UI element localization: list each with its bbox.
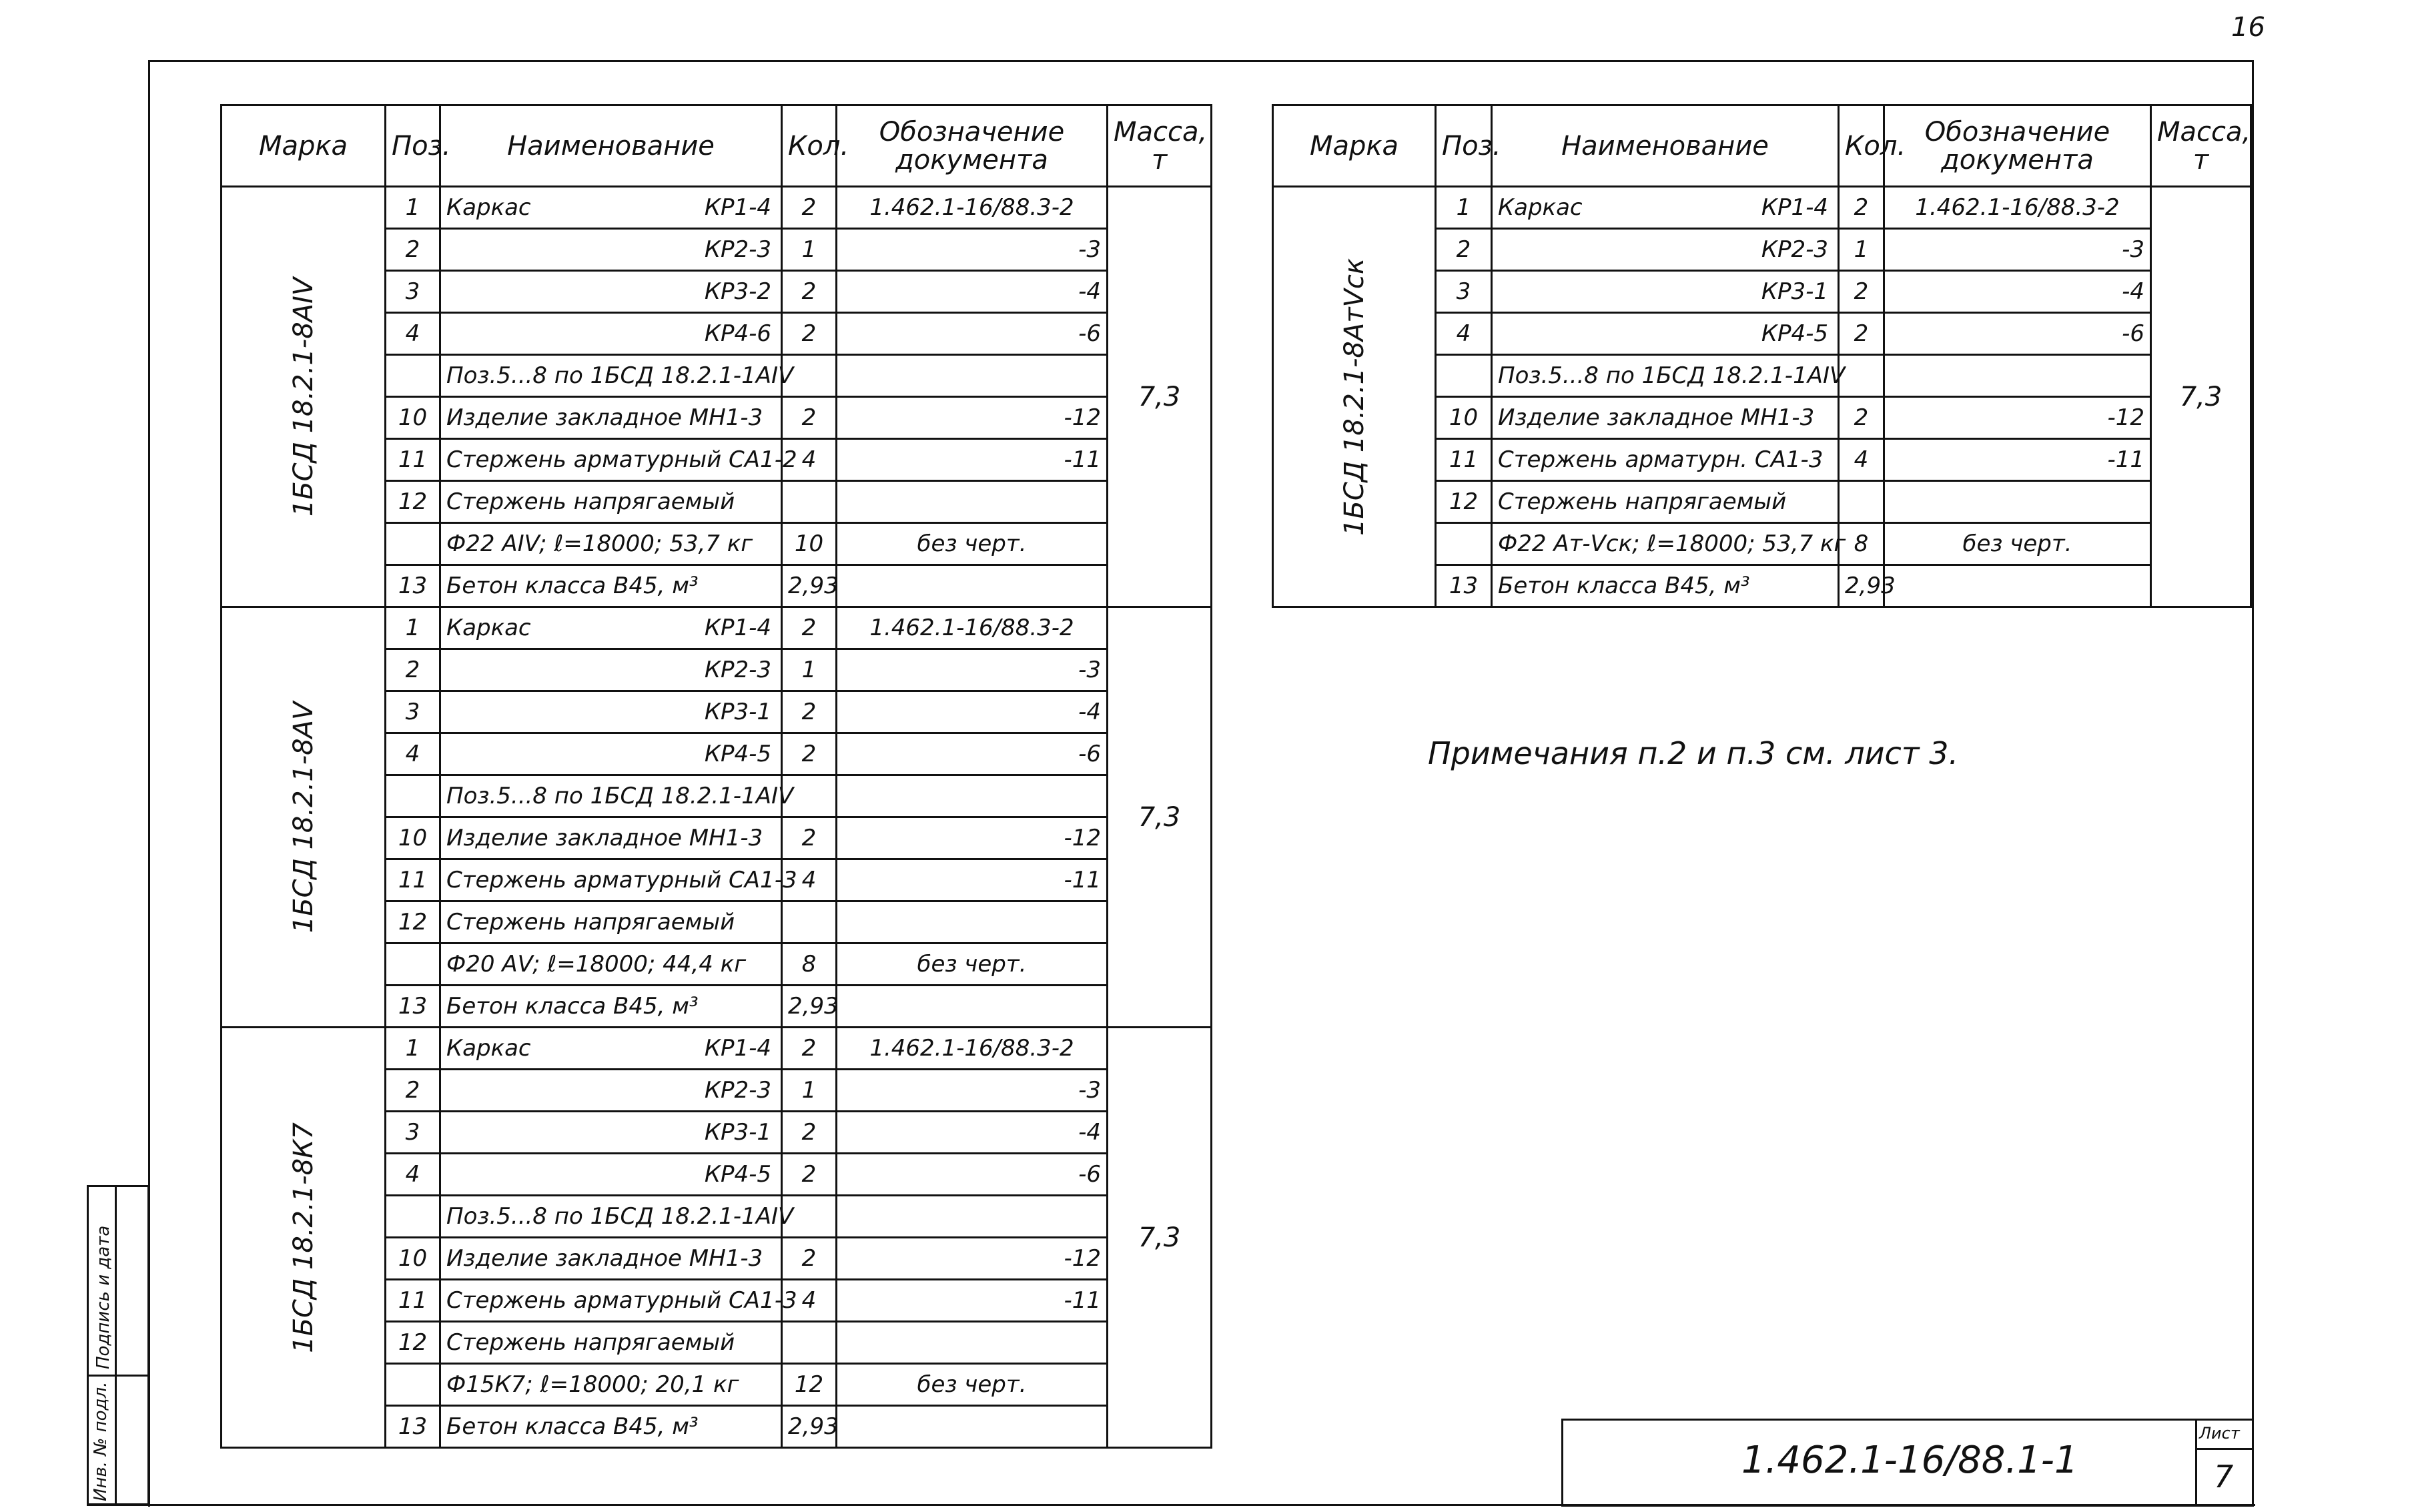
pos-cell: 12 <box>386 1322 440 1364</box>
qty-cell: 2 <box>782 607 837 649</box>
qty-cell: 2 <box>1839 397 1884 439</box>
name-cell <box>440 1070 782 1112</box>
qty-cell: 2 <box>1839 187 1884 229</box>
name-text: Стержень напрягаемый <box>446 488 735 515</box>
pos-cell <box>1436 523 1492 565</box>
document-code: 1.462.1-16/88.1-1 <box>1741 1439 2078 1482</box>
table-row <box>222 1028 1212 1070</box>
name-cell <box>440 187 782 229</box>
name-text: Изделие закладное МН1-3 <box>1498 404 1815 431</box>
pos-cell: 12 <box>386 901 440 943</box>
subname-text: КР1-4 <box>704 615 771 641</box>
qty-cell: 4 <box>1839 439 1884 481</box>
doc-cell: -4 <box>1884 271 2151 313</box>
doc-cell: -11 <box>837 859 1108 901</box>
qty-cell <box>1839 355 1884 397</box>
doc-cell: без черт. <box>837 943 1108 986</box>
name-text: Поз.5...8 по 1БСД 18.2.1-1АIV <box>446 1203 794 1230</box>
doc-cell: -4 <box>837 271 1108 313</box>
name-cell <box>1492 187 1839 229</box>
name-cell <box>440 229 782 271</box>
name-text: Ф22 Ат-Vск; ℓ=18000; 53,7 кг <box>1498 530 1846 557</box>
name-text: Стержень напрягаемый <box>446 1329 735 1356</box>
name-cell <box>440 733 782 775</box>
name-text: Каркас <box>446 194 531 221</box>
doc-cell <box>837 775 1108 817</box>
name-text: Ф15К7; ℓ=18000; 20,1 кг <box>446 1371 739 1398</box>
header-pos: Поз. <box>1436 105 1492 187</box>
pos-cell: 12 <box>1436 481 1492 523</box>
name-cell <box>440 859 797 901</box>
doc-cell: -4 <box>837 1112 1108 1154</box>
header-mass: Масса, т <box>1108 105 1212 187</box>
doc-cell: -4 <box>837 691 1108 733</box>
name-cell <box>440 1196 794 1238</box>
pos-cell: 4 <box>1436 313 1492 355</box>
mass-cell: 7,3 <box>1108 187 1212 607</box>
pos-cell: 3 <box>386 1112 440 1154</box>
subname-text: КР1-4 <box>1761 194 1828 221</box>
doc-cell: -12 <box>837 1238 1108 1280</box>
name-cell <box>440 397 782 439</box>
qty-cell: 2 <box>782 1028 837 1070</box>
mark-label: 1БСД 18.2.1-8АIV <box>288 277 319 516</box>
name-text: Бетон класса В45, м³ <box>446 1413 699 1440</box>
doc-cell: -12 <box>837 397 1108 439</box>
doc-cell: -11 <box>837 1280 1108 1322</box>
pos-cell: 1 <box>1436 187 1492 229</box>
pos-cell: 1 <box>386 187 440 229</box>
qty-cell: 2 <box>782 1238 837 1280</box>
name-text: Изделие закладное МН1-3 <box>446 1245 763 1272</box>
qty-cell: 1 <box>782 649 837 691</box>
subname-text: КР2-3 <box>704 1077 771 1104</box>
name-cell <box>440 986 782 1028</box>
right-specification-table <box>1272 104 2252 608</box>
doc-cell <box>837 986 1108 1028</box>
qty-cell: 2 <box>782 313 837 355</box>
doc-cell: -3 <box>1884 229 2151 271</box>
pos-cell: 13 <box>386 565 440 607</box>
header-name: Наименование <box>440 105 782 187</box>
name-cell <box>440 1322 782 1364</box>
pos-cell: 4 <box>386 1154 440 1196</box>
pos-cell: 11 <box>386 859 440 901</box>
doc-cell: -12 <box>1884 397 2151 439</box>
name-cell <box>440 1028 782 1070</box>
doc-cell <box>837 565 1108 607</box>
pos-cell: 3 <box>386 691 440 733</box>
doc-cell: без черт. <box>837 1364 1108 1406</box>
name-cell <box>1492 481 1839 523</box>
name-text: Стержень арматурный СА1-3 <box>446 1287 797 1314</box>
name-cell <box>440 943 782 986</box>
pos-cell: 1 <box>386 607 440 649</box>
pos-cell: 13 <box>386 986 440 1028</box>
sheet-value: 7 <box>2214 1459 2234 1495</box>
pos-cell <box>386 355 440 397</box>
qty-cell <box>782 481 837 523</box>
subname-text: КР2-3 <box>704 236 771 263</box>
pos-cell <box>386 1364 440 1406</box>
subname-text: КР3-1 <box>1761 278 1828 305</box>
header-pos: Поз. <box>386 105 440 187</box>
doc-cell: -12 <box>837 817 1108 859</box>
name-cell <box>440 565 782 607</box>
name-cell <box>1492 271 1839 313</box>
pos-cell: 3 <box>386 271 440 313</box>
qty-cell: 4 <box>782 1280 837 1322</box>
pos-cell: 10 <box>386 397 440 439</box>
pos-cell: 11 <box>386 1280 440 1322</box>
name-cell <box>1492 439 1839 481</box>
pos-cell: 12 <box>386 481 440 523</box>
qty-cell: 1 <box>782 229 837 271</box>
doc-cell: -11 <box>1884 439 2151 481</box>
name-text: Поз.5...8 по 1БСД 18.2.1-1АIV <box>1498 362 1846 389</box>
name-cell <box>1492 229 1839 271</box>
qty-cell: 2 <box>782 817 837 859</box>
mark-cell <box>222 187 386 607</box>
pos-cell <box>1436 355 1492 397</box>
mark-label: 1БСД 18.2.1-8К7 <box>288 1122 319 1353</box>
doc-cell: -11 <box>837 439 1108 481</box>
mark-cell <box>222 1028 386 1448</box>
table-row <box>222 187 1212 229</box>
name-text: Стержень напрягаемый <box>446 909 735 935</box>
pos-cell: 2 <box>386 1070 440 1112</box>
name-text: Стержень арматурный СА1-3 <box>446 867 797 893</box>
name-text: Стержень напрягаемый <box>1498 488 1787 515</box>
pos-cell: 13 <box>1436 565 1492 607</box>
doc-cell <box>1884 481 2151 523</box>
name-cell <box>440 1364 782 1406</box>
qty-cell: 2 <box>782 271 837 313</box>
qty-cell: 2 <box>782 397 837 439</box>
name-text: Бетон класса В45, м³ <box>446 573 699 599</box>
pos-cell: 1 <box>386 1028 440 1070</box>
header-mass: Масса, т <box>2151 105 2251 187</box>
doc-cell: 1.462.1-16/88.3-2 <box>1884 187 2151 229</box>
doc-cell: -6 <box>837 313 1108 355</box>
qty-cell: 1 <box>1839 229 1884 271</box>
name-cell <box>1492 397 1839 439</box>
mark-label: 1БСД 18.2.1-8АV <box>288 701 319 933</box>
subname-text: КР3-1 <box>704 1119 771 1146</box>
doc-cell <box>837 1406 1108 1448</box>
header-qty: Кол. <box>1839 105 1884 187</box>
table-row <box>222 607 1212 649</box>
subname-text: КР4-6 <box>704 320 771 347</box>
name-cell <box>1492 355 1846 397</box>
mark-label: 1БСД 18.2.1-8АтVск <box>1338 258 1370 536</box>
pos-cell: 10 <box>386 817 440 859</box>
qty-cell: 12 <box>782 1364 837 1406</box>
qty-cell <box>782 901 837 943</box>
name-cell <box>440 775 794 817</box>
name-cell <box>440 271 782 313</box>
doc-cell <box>1884 565 2151 607</box>
header-doc: Обозначение документа <box>1884 105 2151 187</box>
subname-text: КР4-5 <box>704 1161 771 1188</box>
name-cell <box>1492 523 1846 565</box>
name-text: Поз.5...8 по 1БСД 18.2.1-1АIV <box>446 783 794 809</box>
name-cell <box>440 523 782 565</box>
qty-cell: 2,93 <box>782 565 837 607</box>
qty-cell: 2 <box>782 187 837 229</box>
name-cell <box>440 649 782 691</box>
name-text: Ф22 АIV; ℓ=18000; 53,7 кг <box>446 530 753 557</box>
name-cell <box>440 355 794 397</box>
side-divider-1 <box>115 1185 117 1505</box>
mark-cell <box>1273 187 1436 607</box>
qty-cell: 4 <box>782 859 837 901</box>
name-text: Бетон класса В45, м³ <box>446 993 699 1020</box>
side-label-sign: Подпись и дата <box>93 1225 113 1369</box>
stamp-divider-h <box>2195 1448 2254 1450</box>
qty-cell: 2,93 <box>782 1406 837 1448</box>
name-cell <box>440 901 782 943</box>
pos-cell: 3 <box>1436 271 1492 313</box>
pos-cell: 2 <box>1436 229 1492 271</box>
qty-cell: 2 <box>782 691 837 733</box>
name-cell <box>440 1154 782 1196</box>
qty-cell <box>782 1322 837 1364</box>
pos-cell: 4 <box>386 313 440 355</box>
mark-cell <box>222 607 386 1028</box>
name-text: Поз.5...8 по 1БСД 18.2.1-1АIV <box>446 362 794 389</box>
side-divider-2 <box>87 1375 149 1377</box>
table-row <box>1273 187 2251 229</box>
pos-cell: 10 <box>1436 397 1492 439</box>
stamp-divider <box>2195 1419 2197 1507</box>
doc-cell: -3 <box>837 649 1108 691</box>
qty-cell: 1 <box>782 1070 837 1112</box>
pos-cell: 4 <box>386 733 440 775</box>
subname-text: КР2-3 <box>1761 236 1828 263</box>
pos-cell <box>386 775 440 817</box>
qty-cell <box>1839 481 1884 523</box>
pos-cell <box>386 523 440 565</box>
name-cell <box>440 1406 782 1448</box>
pos-cell: 2 <box>386 229 440 271</box>
name-cell <box>440 1238 782 1280</box>
subname-text: КР4-5 <box>1761 320 1828 347</box>
qty-cell: 4 <box>782 439 837 481</box>
qty-cell: 10 <box>782 523 837 565</box>
mass-cell: 7,3 <box>2151 187 2251 607</box>
qty-cell: 2 <box>782 733 837 775</box>
header-qty: Кол. <box>782 105 837 187</box>
pos-cell: 2 <box>386 649 440 691</box>
note-text: Примечания п.2 и п.3 см. лист 3. <box>1428 735 1959 771</box>
name-text: Бетон класса В45, м³ <box>1498 573 1750 599</box>
doc-cell <box>837 1196 1108 1238</box>
name-cell <box>440 691 782 733</box>
name-text: Каркас <box>1498 194 1583 221</box>
name-text: Каркас <box>446 1035 531 1062</box>
page-number: 16 <box>2231 12 2265 43</box>
name-text: Изделие закладное МН1-3 <box>446 404 763 431</box>
name-cell <box>440 1280 797 1322</box>
qty-cell: 8 <box>782 943 837 986</box>
sheet-label: Лист <box>2199 1424 2240 1443</box>
header-mark: Марка <box>1273 105 1436 187</box>
name-cell <box>440 439 797 481</box>
subname-text: КР3-1 <box>704 699 771 725</box>
name-cell <box>1492 313 1839 355</box>
name-text: Каркас <box>446 615 531 641</box>
name-cell <box>440 481 782 523</box>
doc-cell <box>837 481 1108 523</box>
subname-text: КР4-5 <box>704 741 771 767</box>
doc-cell: -6 <box>1884 313 2151 355</box>
qty-cell: 2,93 <box>1839 565 1884 607</box>
qty-cell: 2 <box>1839 271 1884 313</box>
name-text: Стержень арматурн. СА1-3 <box>1498 446 1824 473</box>
qty-cell: 8 <box>1839 523 1884 565</box>
pos-cell: 10 <box>386 1238 440 1280</box>
pos-cell <box>386 1196 440 1238</box>
name-text: Стержень арматурный СА1-2 <box>446 446 797 473</box>
doc-cell <box>837 1322 1108 1364</box>
name-cell <box>440 1112 782 1154</box>
name-cell <box>440 817 782 859</box>
subname-text: КР1-4 <box>704 194 771 221</box>
mass-cell: 7,3 <box>1108 607 1212 1028</box>
name-text: Изделие закладное МН1-3 <box>446 825 763 851</box>
name-cell <box>440 607 782 649</box>
mass-cell: 7,3 <box>1108 1028 1212 1448</box>
name-cell <box>1492 565 1839 607</box>
name-text: Ф20 АV; ℓ=18000; 44,4 кг <box>446 951 747 978</box>
header-name: Наименование <box>1492 105 1839 187</box>
doc-cell: -3 <box>837 229 1108 271</box>
subname-text: КР2-3 <box>704 657 771 683</box>
doc-cell <box>837 901 1108 943</box>
qty-cell: 2 <box>782 1154 837 1196</box>
doc-cell: 1.462.1-16/88.3-2 <box>837 1028 1108 1070</box>
doc-cell: 1.462.1-16/88.3-2 <box>837 607 1108 649</box>
subname-text: КР1-4 <box>704 1035 771 1062</box>
header-mark: Марка <box>222 105 386 187</box>
doc-cell <box>1884 355 2151 397</box>
pos-cell: 13 <box>386 1406 440 1448</box>
pos-cell: 11 <box>386 439 440 481</box>
doc-cell: без черт. <box>837 523 1108 565</box>
doc-cell: -6 <box>837 1154 1108 1196</box>
header-doc: Обозначение документа <box>837 105 1108 187</box>
doc-cell: -3 <box>837 1070 1108 1112</box>
qty-cell: 2,93 <box>782 986 837 1028</box>
qty-cell: 2 <box>1839 313 1884 355</box>
subname-text: КР3-2 <box>704 278 771 305</box>
pos-cell: 11 <box>1436 439 1492 481</box>
doc-cell: без черт. <box>1884 523 2151 565</box>
doc-cell: -6 <box>837 733 1108 775</box>
left-specification-table <box>220 104 1212 1449</box>
pos-cell <box>386 943 440 986</box>
qty-cell: 2 <box>782 1112 837 1154</box>
doc-cell: 1.462.1-16/88.3-2 <box>837 187 1108 229</box>
doc-cell <box>837 355 1108 397</box>
side-label-inv: Инв. № подл. <box>91 1381 111 1501</box>
name-cell <box>440 313 782 355</box>
